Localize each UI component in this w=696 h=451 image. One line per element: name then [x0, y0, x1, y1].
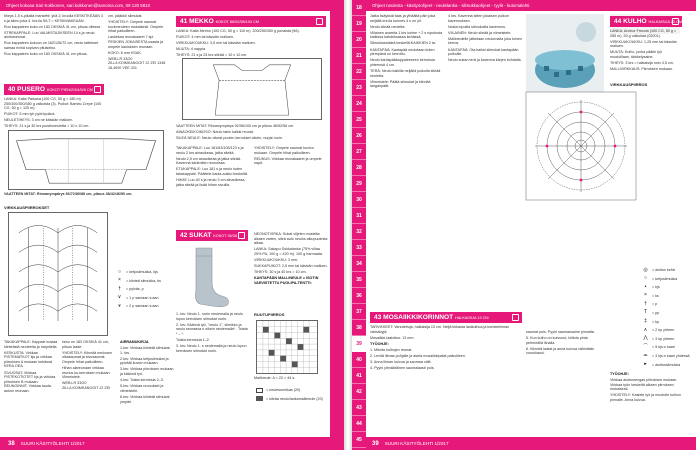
assembly-column: kesu on 183 OKSKIÄ 41 cm, pituus laske. YHDISTELY: Kiinnitä neulosen olkasaumat ja sivusaumat. Ompele hihat paikoilleen. Hihan alareunaan virkkaa reunus ks-kerroksen mukaan. Viimeistele. WEB.LR 33/20 ZILL/LKOIMKANOOIT J2 ZEI	[62, 340, 113, 390]
pattern-40-section: 40 PUSERO KOKOT PIEN/2/3/4/5/6 CM LANKA: Katia Paisana (100 CG, 50 g = 180 m) 250/300/350/380 g valkoista (3). Puikot: Bambu Crepe (100 CG, 50 g = 125 m). PUIKOT: 5 mm lyh pyöröpuikot. NEULETIHEYS: 3 cm ne kässiän malluen. TIHEYS: 21 s ja 30 krs joustinneuletta = 10 x 10 cm.	[4, 82, 104, 128]
left-second-column: cm, pääkkö silmukat. YHDISTELY: Ompele saumat kuvioneuleen mukaisesti. Ompele hihat paikoilleen. Laskekaa reunakaaret 7 kpl PESKIEN JOKAISESTA osasta ja ompele kauluksen reunaan. KOKO: 6 mm KSAK. WEB.LR 33/20 ZILL/LKOIMKANOOIT J2 ZEI 1348 18,4000 VEE 331	[108, 14, 166, 70]
three-together-icon: ⋀	[643, 335, 648, 342]
scissors-icon	[512, 314, 519, 321]
pattern-42-text: NEONOTVIRKA: Sukat viljelen mustelta alkaen varten, sileä aulo neulos alkupuolesta alkaa. LANKA: Sakapu Sukkalanka (75% villaa 25% PA, 100 g = 420 m). 100 g harmaata. VIRKKUUKOUKKU: 3 mm. SUKKAPUIKOT: 2,5 mm tai kässiän malluen. TIHEYS: 30 s ja 40 krs = 10 cm. KANTAPÄÄN MALLINEULE = ISOTIN VARVISTETTU PUOLIPA-TENTTI:	[254, 232, 328, 285]
sock-illustration	[182, 246, 232, 308]
right-page	[352, 0, 696, 450]
pattern-41-finishing: YHDISTELY: Ompele saumat kuvion mukaan. Ompele hihat paikoilleen. REUNUS: Virkkaa reunakaaret ja ompele napit.	[254, 146, 322, 166]
empty-square-icon	[256, 388, 263, 393]
two-together-icon: ∧	[643, 326, 648, 333]
garment-schematic	[8, 130, 164, 190]
right-col-1: Jatka lisäyksiä taas ja ylhäältä päin joka neljällä krs:lla kunnes 4 s on yli. Neulo sileää neuletta. Viilainen avarrita 1 krs kolme + 2 s niputusta kaikissa kahdeksassa kehässä. Silmukkamäärä keskellä:KAIKKIEN 2 ta. KANTAPÄÄ: Kantapää neulotaan kuten ylempänä on kerrottu. Neulo kantapääkappaleeseen kerroksia yhteensä 4 cm. TERÄ: Neulo kaikilla neljällä puikolla sileää neuletta. Viimeistele: Päätä silmukat ja kiinnitä langanpäät.	[370, 14, 443, 89]
filled-square-icon	[256, 396, 263, 401]
right-footer: 39 SUURI KÄSITYÖLEHTI 1/2017	[366, 437, 696, 450]
dress-measurements: VAATTEEN MITAT: Rinnanympärys 92/96/100 cm ja pituus 46/52/56 cm. AINAOKEIKOINOSO: Neulo takin kaikki reunat. SILEÄ NEULE: Neulo oikeat puolen kerrokset oikein, nurjat nurin.	[176, 124, 295, 141]
scissors-icon	[94, 86, 101, 93]
pattern-44-work: TYÖOHJE: Virkkaa aloitusrengas piirroksen mukaan. Virkkaa työn keskeltä alkaen piirroksen mukaisesti. YHDISTELY: Kastele työ ja muotoile kulhon pinnalle. Anna kuivua.	[610, 372, 682, 402]
pattern-42-heading: 42 SUKAT KOKOT 36/38	[176, 230, 248, 241]
sock-chart-title: RUUTUPIIRROS	[254, 312, 285, 317]
scissors-icon	[316, 18, 323, 25]
treble-icon: ‡	[644, 318, 647, 325]
double-crochet-icon: †	[118, 285, 121, 292]
pattern-43-section: 43 MOSAIIKKIKORINNOT HALKAISIJA 13 CM TARVIKKEET: Vanutettuja, halkaisija 13 cm. Neljä kirkasta lasikulhoa ja koristeleiman värisävyjä. Mosaiikki-laatoitus: 13 mm. TYÖOHJE: 1. Mitoita kulhojen reunat. 2. Levitä liimaa pohjalle ja aseta mosaiikkipalat paikoilleen. 3. Anna liiman kuivua ja saumaa välit. 4. Pyyhi ylimääräinen saumalaasti pois.	[370, 310, 522, 432]
left-intro-column: tiheys 1,5 s-pikalla mansetti: yhä 2; kruolla KESKITKEÄÄN 3 s:ja silmu joka 4. krs:lla SILT = KESKIMAKEAÄN. Ruo kappaleen koko on 183 OKSKIÄ 41 cm, pituus ollessa STREKAPPALE: Luo VALMISTAJIKSEEN 14 s ja neulo aloitusreunat. Ruo kappaleen kokoon on 182/126/72 cm, neulo taitekset samaa rivinä sopivan pituiseksi. Ruo kappaleen koko on 183 OKSKIÄ 41 cm pituus.	[4, 14, 103, 57]
half-double-icon: T	[643, 309, 648, 316]
start-icon: ▸	[644, 361, 647, 368]
dress-schematic	[182, 58, 322, 120]
pattern-43-right-column: saumat pois. Pyyhi saumausaine pinnalta. 5. Kun kulho on kuivunut, kiillota pinta pehmeällä liinalla. 6. Kiinnitä laatat ja anna kuivua vähintään vuorokausi.	[526, 330, 595, 356]
scissors-icon	[672, 18, 679, 25]
pattern-42-rows: 1. krs: Neulo 1. nurin neulemalla ja neulo lopun kerroksen silmukat nurin. 2. krs: Käännä työ, "neulo 1", silmikko ja neulo seuraava s oikein neulemalla* . Toista * – *. Toista kerroksia 1–2. 3. krs: Neulo 1. s neulemalla ja neulo lopun kerroksen silmukat nurin.	[176, 312, 248, 353]
doily-chart	[526, 92, 636, 200]
rows-column: AIRRAMUKIRJA 1.krs: Virkkaa kiinteät silmukat, 1. krs. 2.krs: Virkkaa ketjusilmukat ja pylväät kuvion mukaan. 3.krs: Virkkaa piirroksen mukaan ja käännä työ. 4.krs: Toista kerroksia 2–3. 5.krs: Virkkaa reunukset ja viimeistele. 6.krs: Virkkaa kiinteät silmukat ympäri.	[120, 340, 174, 404]
mosaic-photo	[526, 14, 604, 98]
pattern-43-heading: 43 MOSAIIKKIKORINNOT HALKAISIJA 13 CM	[370, 312, 522, 323]
left-header-bar: Ohjeet kokoaa Sari Kokkonen, sari.kokkonen@sanoma.com, 09 120 5810	[0, 0, 330, 11]
single-crochet-icon: ×	[118, 277, 121, 284]
pattern-42-header-wrap	[176, 230, 248, 240]
garment-measurements: VAATTEEN MITAT: Rinnanympärys 66/72/80/88 cm, pituus 38/42/46/50 cm.	[4, 192, 133, 196]
left-page	[0, 0, 344, 450]
chain-arc-icon: ⌒	[642, 343, 648, 350]
two-in-same-icon: ⩔	[118, 302, 121, 309]
pattern-40-heading: 40 PUSERO KOKOT PIEN/2/3/4/5/6 CM	[4, 84, 104, 95]
one-in-same-icon: ∨	[117, 294, 122, 301]
crochet-chart	[8, 212, 108, 336]
pattern-41-section: 41 MEKKO KOKOT 86/92/98/104 CM LANKA: Katia Merino (100 CG, 50 g = 110 m). 200/250/300 g punaista (56). PUIKOT: 4 mm tai kässiän malluen. VIRKKUUKOUKKU: 3,5 mm tai kässiän malluen. MUUTA: 4 nappia. TIHEYS: 21 s ja 24 krs sileää = 10 x 10 cm.	[176, 14, 326, 54]
pattern-44-section: 44 KULHO HALKAISIJA 20 CM LANKA: Anchor Freccia (100 CG, 50 g = 285 m), 50 g valkoista (02001). VIRKKUUKOUKKU: 1,25 mm tai kässiän malluen. MUUTA: Kulho, jonka päälle työ muotoillaan, tärkkelysaine. TIHEYS: 3 krs = halkaisija noin 4,5 cm. MALLIVIRKKAUS: Piirroksen mukaan.	[610, 18, 683, 72]
bowl-chart-subtitle: VIRKKAUSPIIRROS	[610, 82, 648, 87]
sock-chart-legend: = neulesunnikas (20) = sileäa neulo/lankamallineule (20)	[256, 386, 328, 403]
left-footer: 38 SUURI KÄSITYÖLEHTI 1/2017	[0, 437, 330, 450]
crochet-chart-subtitle: VIRKKAUSPIIRROKSET	[4, 205, 50, 210]
pattern-44-heading: 44 KULHO HALKAISIJA 20 CM	[610, 16, 682, 27]
single-crochet-icon: ×	[644, 292, 647, 299]
chain-stitch-icon: ○	[117, 268, 122, 275]
double-crochet-icon: †	[644, 300, 647, 307]
sock-chart-caption: Mallineule: A = 22 × 44 s.	[254, 376, 296, 380]
pattern-41-pieces: TAKAKAPPALE: Luo 181/83/105/123 s ja neulo 2 krs ainaoikeaa, jatka sileää. Neulo 2,5 cm ainaoikeaa ja jatka sileää. Kavenna kädentien reunoissa. ETUKAPPALE: Luo 181 s ja neulo kuten takakappale. Päättele kaula-aukko keskeltä. HIHAT: Luo 40 s ja neulo 3 cm ainaoikeaa, jatka sileää ja lisää hihan sivuilla.	[176, 146, 248, 187]
chain-icon: ○	[643, 275, 648, 282]
right-col-2: 4 krs. Kavenna sitten jokaisen puikon kavennuksen. Nosta lopuilla silmukoilla kavennus. VIILAINEN: Neulo sileää ja viimeistele. Mallineulelle jatketaan neulomalla joka toinen kerros. KANTAPÄÄ: Ota kaikki silmukat kantapään puikoille. Neulo sukan terä ja kavenna kärjen kohdalla.	[448, 14, 523, 63]
pattern-41-heading: 41 MEKKO KOKOT 86/92/98/104 CM	[176, 16, 326, 27]
crochet-legend: ○ = ketjusilmukka, kjs × = kiinteä silmukka, ks † = pylväs, p ∨ = 1 p samaan s:aan ⩔ = 2 p samaan s:aan	[117, 268, 161, 309]
arc-joined-icon: ⌓	[643, 352, 648, 359]
scissors-icon	[238, 232, 245, 239]
page-gutter	[344, 0, 352, 450]
left-thumb-index	[330, 0, 344, 450]
sock-grid-chart	[256, 320, 318, 374]
slip-stitch-icon: •	[644, 283, 647, 290]
ring-icon: ◎	[643, 266, 648, 273]
bowl-legend: ◎ = aloitus kehä ○ = ketjusilmukka • = kjs × = ks † = p T = pp ‡ = kp ∧ = 2 kp yhteen ⋀ = 3 kp yhteen ⌒ = 5 kjs:n kaari ⌓ = 3 kjs:n kaari yhdessä ▸ = aloitussilmukka	[642, 266, 690, 368]
right-header-bar: Ohjeet neulesta - käsityöohjeet - neulelanka - silmukkaohjeet - tyylit - kutomalehti	[366, 0, 696, 11]
back-piece-column: TAKAKAPPALE: Kappale kostaa kiinteästä neuleetta ja harjoitella. KESKUSTA: Virkkaa PISTEMATKOT kjs ja virkkaa piirroksen A mukaan kehässä KERA OEA. SIVUOSAT: Virkkaa PISTEKOTIOTET kjs ja virkkaa piirroksen B mukaan. REUNOINNIT: Virkkaa kaula-aukon reunaan.	[4, 340, 58, 393]
right-thumb-index: 18 19 20 21 22 23 24 25 26 27 28 29 30 31 32 33 34 35 36 37 38 39 40 41 42 43 44 45	[352, 0, 366, 450]
